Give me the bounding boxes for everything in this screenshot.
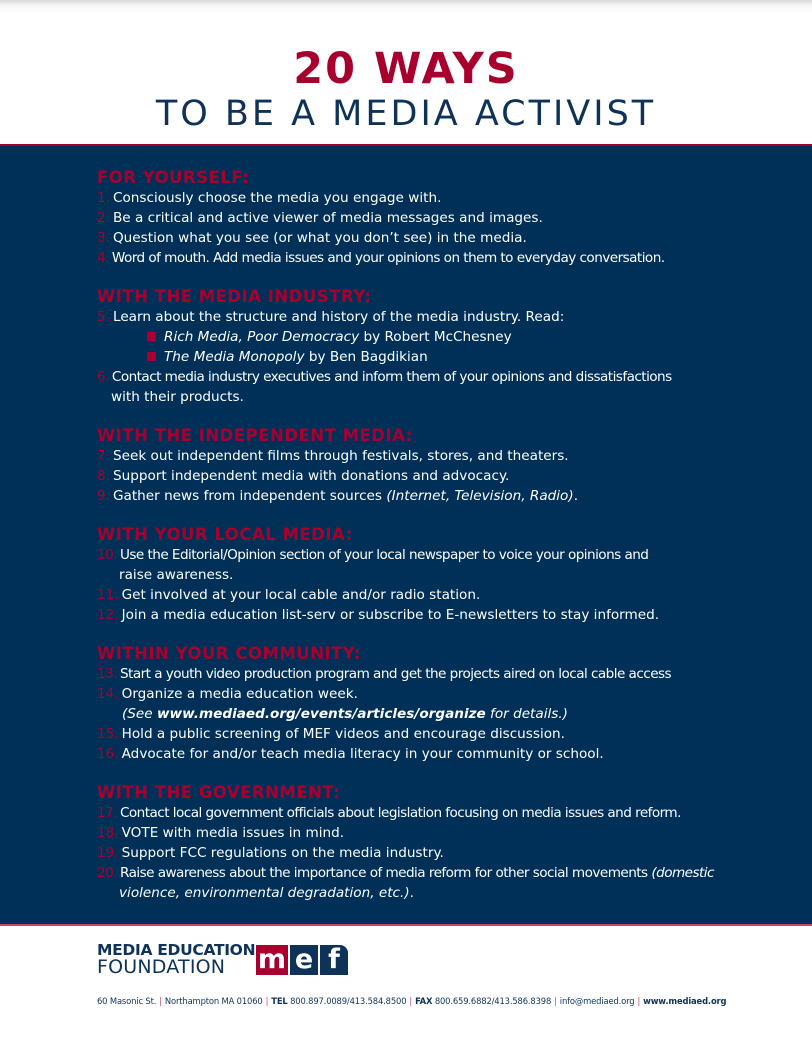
section-independent-media	[97, 426, 737, 506]
mef-monogram-icon	[256, 945, 348, 975]
item-number: 16.	[97, 746, 119, 762]
square-bullet-icon	[147, 352, 156, 361]
section-heading: WITHIN YOUR COMMUNITY:	[97, 644, 362, 663]
list-item	[97, 486, 737, 506]
divider: |	[554, 996, 557, 1006]
item-text: Get involved at your local cable and/or radio station.	[121, 587, 481, 603]
book-title: Rich Media, Poor Democracy	[164, 329, 360, 345]
item-number: 1.	[97, 190, 110, 206]
page-header	[0, 46, 812, 136]
item-text-tail: .	[409, 885, 414, 901]
section-heading: WITH THE MEDIA INDUSTRY:	[97, 287, 372, 306]
item-number: 18.	[97, 825, 119, 841]
page-subtitle: TO BE A MEDIA ACTIVIST	[155, 94, 657, 134]
logo-letter-f: f	[320, 945, 348, 975]
item-text: Word of mouth. Add media issues and your opinions on them to everyday conversation.	[111, 250, 665, 266]
logo-letter-m: m	[257, 944, 287, 975]
note-suffix: for details.)	[485, 706, 568, 722]
item-number: 19.	[97, 845, 119, 861]
list-item	[97, 307, 737, 327]
item-number: 5.	[97, 309, 110, 325]
footer-address: 60 Masonic St.	[97, 996, 157, 1006]
item-number: 17.	[97, 805, 117, 821]
list-item	[97, 605, 737, 625]
list-item	[97, 208, 737, 228]
footer-website[interactable]: www.mediaed.org	[643, 996, 727, 1006]
ways-list	[97, 168, 737, 922]
footer-tel: 800.897.0089/413.584.8500	[290, 996, 407, 1006]
book-author: by Ben Bagdikian	[304, 349, 428, 365]
item-text-continued: raise awareness.	[119, 567, 234, 583]
item-number: 14.	[97, 686, 119, 702]
footer-city: Northampton MA 01060	[164, 996, 263, 1006]
item-text: Be a critical and active viewer of media messages and images.	[112, 210, 543, 226]
list-item	[97, 248, 737, 268]
item-number: 9.	[97, 488, 110, 504]
item-number: 12.	[97, 607, 119, 623]
item-text-italic: (Internet, Television, Radio)	[386, 488, 574, 504]
item-text: Hold a public screening of MEF videos and encourage discussion.	[121, 726, 565, 742]
divider: |	[265, 996, 269, 1006]
section-community	[97, 644, 737, 764]
item-text: Support independent media with donations and advocacy.	[112, 468, 510, 484]
organize-note	[97, 704, 737, 724]
list-item-continuation	[97, 387, 737, 407]
footer-email[interactable]: info@mediaed.org	[559, 996, 635, 1006]
item-text: VOTE with media issues in mind.	[121, 825, 345, 841]
item-text: Contact local government officials about legislation focusing on media issues and reform.	[119, 805, 681, 821]
item-text: Organize a media education week.	[121, 686, 358, 702]
item-text: Question what you see (or what you don’t see) in the media.	[112, 230, 527, 246]
item-number: 7.	[97, 448, 110, 464]
section-heading: WITH THE INDEPENDENT MEDIA:	[97, 426, 413, 445]
list-item	[97, 367, 737, 387]
item-text-continued: violence, environmental degradation, etc.)	[119, 885, 410, 901]
item-text: Start a youth video production program and get the projects aired on local cable access	[119, 666, 672, 682]
item-text: Advocate for and/or teach media literacy in your community or school.	[121, 746, 604, 762]
organize-link[interactable]: www.mediaed.org/events/articles/organize	[156, 706, 486, 722]
item-text: Raise awareness about the importance of media reform for other social movements	[119, 865, 652, 881]
item-text: Use the Editorial/Opinion section of your local newspaper to voice your opinions and	[119, 547, 649, 563]
item-number: 2.	[97, 210, 110, 226]
item-number: 6.	[97, 369, 109, 385]
divider: |	[159, 996, 162, 1006]
item-text: Gather news from independent sources	[112, 488, 387, 504]
section-government	[97, 783, 737, 903]
item-text: Contact media industry executives and inform them of your opinions and dissatisfactions	[111, 369, 672, 385]
logo-letter-e: e	[290, 945, 318, 975]
list-item-continuation	[97, 565, 737, 585]
item-number: 3.	[97, 230, 110, 246]
page-title: 20 WAYS	[293, 44, 519, 94]
item-number: 11.	[97, 587, 119, 603]
section-heading: WITH YOUR LOCAL MEDIA:	[97, 525, 353, 544]
list-item	[97, 188, 737, 208]
list-item	[97, 823, 737, 843]
note-prefix: (See	[122, 706, 157, 722]
item-text: Consciously choose the media you engage with.	[112, 190, 442, 206]
footer-fax: 800.659.6882/413.586.8398	[434, 996, 552, 1006]
book-item	[97, 347, 737, 367]
list-item	[97, 684, 737, 704]
list-item	[97, 228, 737, 248]
section-heading: FOR YOURSELF:	[97, 168, 250, 187]
list-item	[97, 803, 737, 823]
item-text-tail: .	[573, 488, 579, 504]
item-text-italic: (domestic	[651, 865, 714, 881]
item-number: 20.	[97, 865, 117, 881]
item-number: 10.	[97, 547, 117, 563]
section-heading: WITH THE GOVERNMENT:	[97, 783, 341, 802]
list-item	[97, 446, 737, 466]
list-item	[97, 843, 737, 863]
item-text: Seek out independent films through festivals, stores, and theaters.	[112, 448, 569, 464]
list-item	[97, 863, 737, 883]
book-author: by Robert McChesney	[359, 329, 512, 345]
logo-line-2: FOUNDATION	[97, 956, 226, 978]
section-local-media	[97, 525, 737, 625]
item-text: Learn about the structure and history of the media industry. Read:	[112, 309, 565, 325]
logo-line-1: MEDIA EDUCATION	[97, 941, 256, 959]
list-item-continuation	[97, 883, 737, 903]
item-number: 8.	[97, 468, 110, 484]
item-number: 13.	[97, 666, 117, 682]
list-item	[97, 664, 737, 684]
divider: |	[637, 996, 641, 1006]
list-item	[97, 466, 737, 486]
divider: |	[409, 996, 413, 1006]
page-top-shadow	[0, 0, 812, 14]
item-text: Join a media education list-serv or subscribe to E-newsletters to stay informed.	[121, 607, 660, 623]
fax-label: FAX	[415, 996, 433, 1006]
content-panel	[0, 144, 812, 926]
item-text-continued: with their products.	[111, 389, 244, 405]
list-item	[97, 724, 737, 744]
book-title: The Media Monopoly	[164, 349, 305, 365]
item-number: 4.	[97, 250, 109, 266]
item-number: 15.	[97, 726, 119, 742]
logo-wordmark	[97, 942, 255, 976]
list-item	[97, 744, 737, 764]
tel-label: TEL	[271, 996, 288, 1006]
item-text: Support FCC regulations on the media industry.	[121, 845, 444, 861]
list-item	[97, 585, 737, 605]
section-media-industry	[97, 287, 737, 407]
square-bullet-icon	[147, 332, 156, 341]
book-item	[97, 327, 737, 347]
list-item	[97, 545, 737, 565]
section-for-yourself	[97, 168, 737, 268]
contact-footer	[97, 995, 737, 1007]
